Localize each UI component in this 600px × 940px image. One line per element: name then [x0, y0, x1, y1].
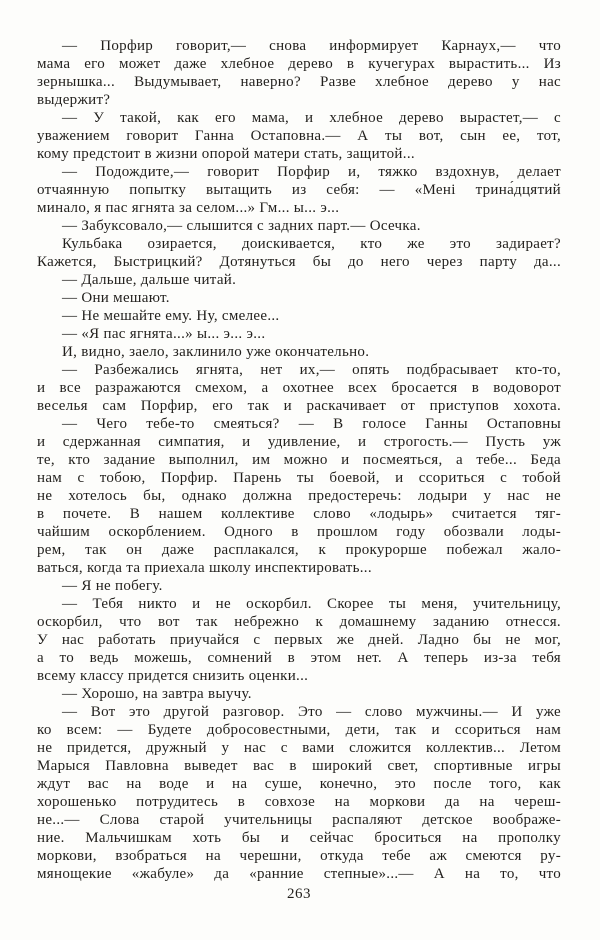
text-line: нам с тобою, Порфир. Парень ты боевой, и ссориться с тобой	[37, 470, 561, 486]
text-line: моркови, взобраться на черешни, откуда тебе аж смеются ру-	[37, 848, 561, 864]
text-line: Кажется, Быстрицкий? Дотянуться бы до него через парту да...	[37, 254, 561, 270]
text-line: не хотелось бы, однако должна предостеречь: лодыри у нас не	[37, 488, 561, 504]
text-line: — У такой, как его мама, и хлебное дерево вырастет,— с	[62, 110, 561, 126]
text-line: кому предстоит в жизни опорой матери стать, защитой...	[37, 146, 415, 162]
text-line: — Порфир говорит,— снова информирует Карнаух,— что	[62, 38, 561, 54]
page-text	[37, 37, 561, 883]
text-line: ние. Мальчишкам хоть бы и сейчас броситься на прополку	[37, 830, 561, 846]
text-line: оскорбил, что вот так небрежно к домашнему заданию отнесся.	[37, 614, 561, 630]
text-line: веселья сам Порфир, его так и раскачивает от приступов хохота.	[37, 398, 561, 414]
text-line: — Вот это другой разговор. Это — слово мужчины.— И уже	[62, 704, 561, 720]
text-line: и все разражаются смехом, а охотнее всех бросается в водоворот	[37, 380, 561, 396]
text-line: И, видно, заело, заклинило уже окончательно.	[62, 344, 370, 360]
text-line: — «Я пас ягнята...» ы... э... э...	[62, 326, 266, 342]
text-line: хорошенько потрудитесь в совхозе на моркови да на череш-	[37, 794, 561, 810]
text-line: — Дальше, дальше читай.	[62, 272, 237, 288]
text-line: — Они мешают.	[62, 290, 170, 306]
text-line: уважением говорит Ганна Остаповна.— А ты вот, сын ее, тот,	[37, 128, 561, 144]
text-line: всему классу придется снизить оценки...	[37, 668, 309, 684]
text-line: чайшим оскорблением. Одного в прошлом году обозвали лоды-	[37, 524, 561, 540]
text-line: не придется, дружный у нас с вами сложится коллектив... Летом	[37, 740, 561, 756]
page-number: 263	[287, 886, 311, 902]
text-line: не...— Слова старой учительницы распаляют детское воображе-	[37, 812, 561, 828]
text-line: рем, так он даже расплакался, к прокурорше побежал жало-	[37, 542, 561, 558]
text-line: — Подождите,— говорит Порфир и, тяжко вздохнув, делает	[62, 164, 561, 180]
text-line: ко всем: — Будете добросовестными, дети, так и ссориться нам	[37, 722, 561, 738]
text-line: мянощекие «жабуле» да «ранние степные»...— А на то, что	[37, 866, 561, 882]
text-line: те, кто задание выполнил, им можно и посмеяться, а тебе... Беда	[37, 452, 561, 468]
text-line: а то ведь можешь, сомнений в этом нет. А теперь из-за тебя	[37, 650, 561, 666]
text-line: выдержит?	[37, 92, 111, 108]
text-line: Марыся Павловна выведет вас в широкий свет, спортивные игры	[37, 758, 561, 774]
text-line: — Тебя никто и не оскорбил. Скорее ты меня, учительницу,	[62, 596, 561, 612]
text-line: в почете. В нашем коллективе слово «лодырь» считается тяг-	[37, 506, 561, 522]
text-line: мама его может даже хлебное дерево в кучегурах вырастить... Из	[37, 56, 561, 72]
text-line: отчаянную попытку вытащить из себя: — «Мені трина́дцятий	[37, 182, 561, 198]
text-line: — Забуксовало,— слышится с задних парт.— Осечка.	[62, 218, 421, 234]
text-line: У нас работать приучайся с первых же дней. Ладно бы не мог,	[37, 632, 561, 648]
text-line: — Не мешайте ему. Ну, смелее...	[62, 308, 280, 324]
text-line: Кульбака озирается, доискивается, кто же это задирает?	[62, 236, 561, 252]
text-line: зернышка... Выдумывает, наверно? Разве хлебное дерево у нас	[37, 74, 561, 90]
text-line: — Чего тебе-то смеяться? — В голосе Ганны Остаповны	[62, 416, 561, 432]
text-line: ваться, когда та приехала школу инспектировать...	[37, 560, 372, 576]
text-line: — Я не побегу.	[62, 578, 163, 594]
text-line: ждут вас на воде и на суше, конечно, это после того, как	[37, 776, 561, 792]
text-line: — Хорошо, на завтра выучу.	[62, 686, 252, 702]
text-line: — Разбежались ягнята, нет их,— опять подбрасывает кто-то,	[62, 362, 561, 378]
text-line: минало, я пас ягнята за селом...» Гм... ы... э...	[37, 200, 340, 216]
text-line: и сдержанная симпатия, и удивление, и строгость.— Пусть уж	[37, 434, 561, 450]
